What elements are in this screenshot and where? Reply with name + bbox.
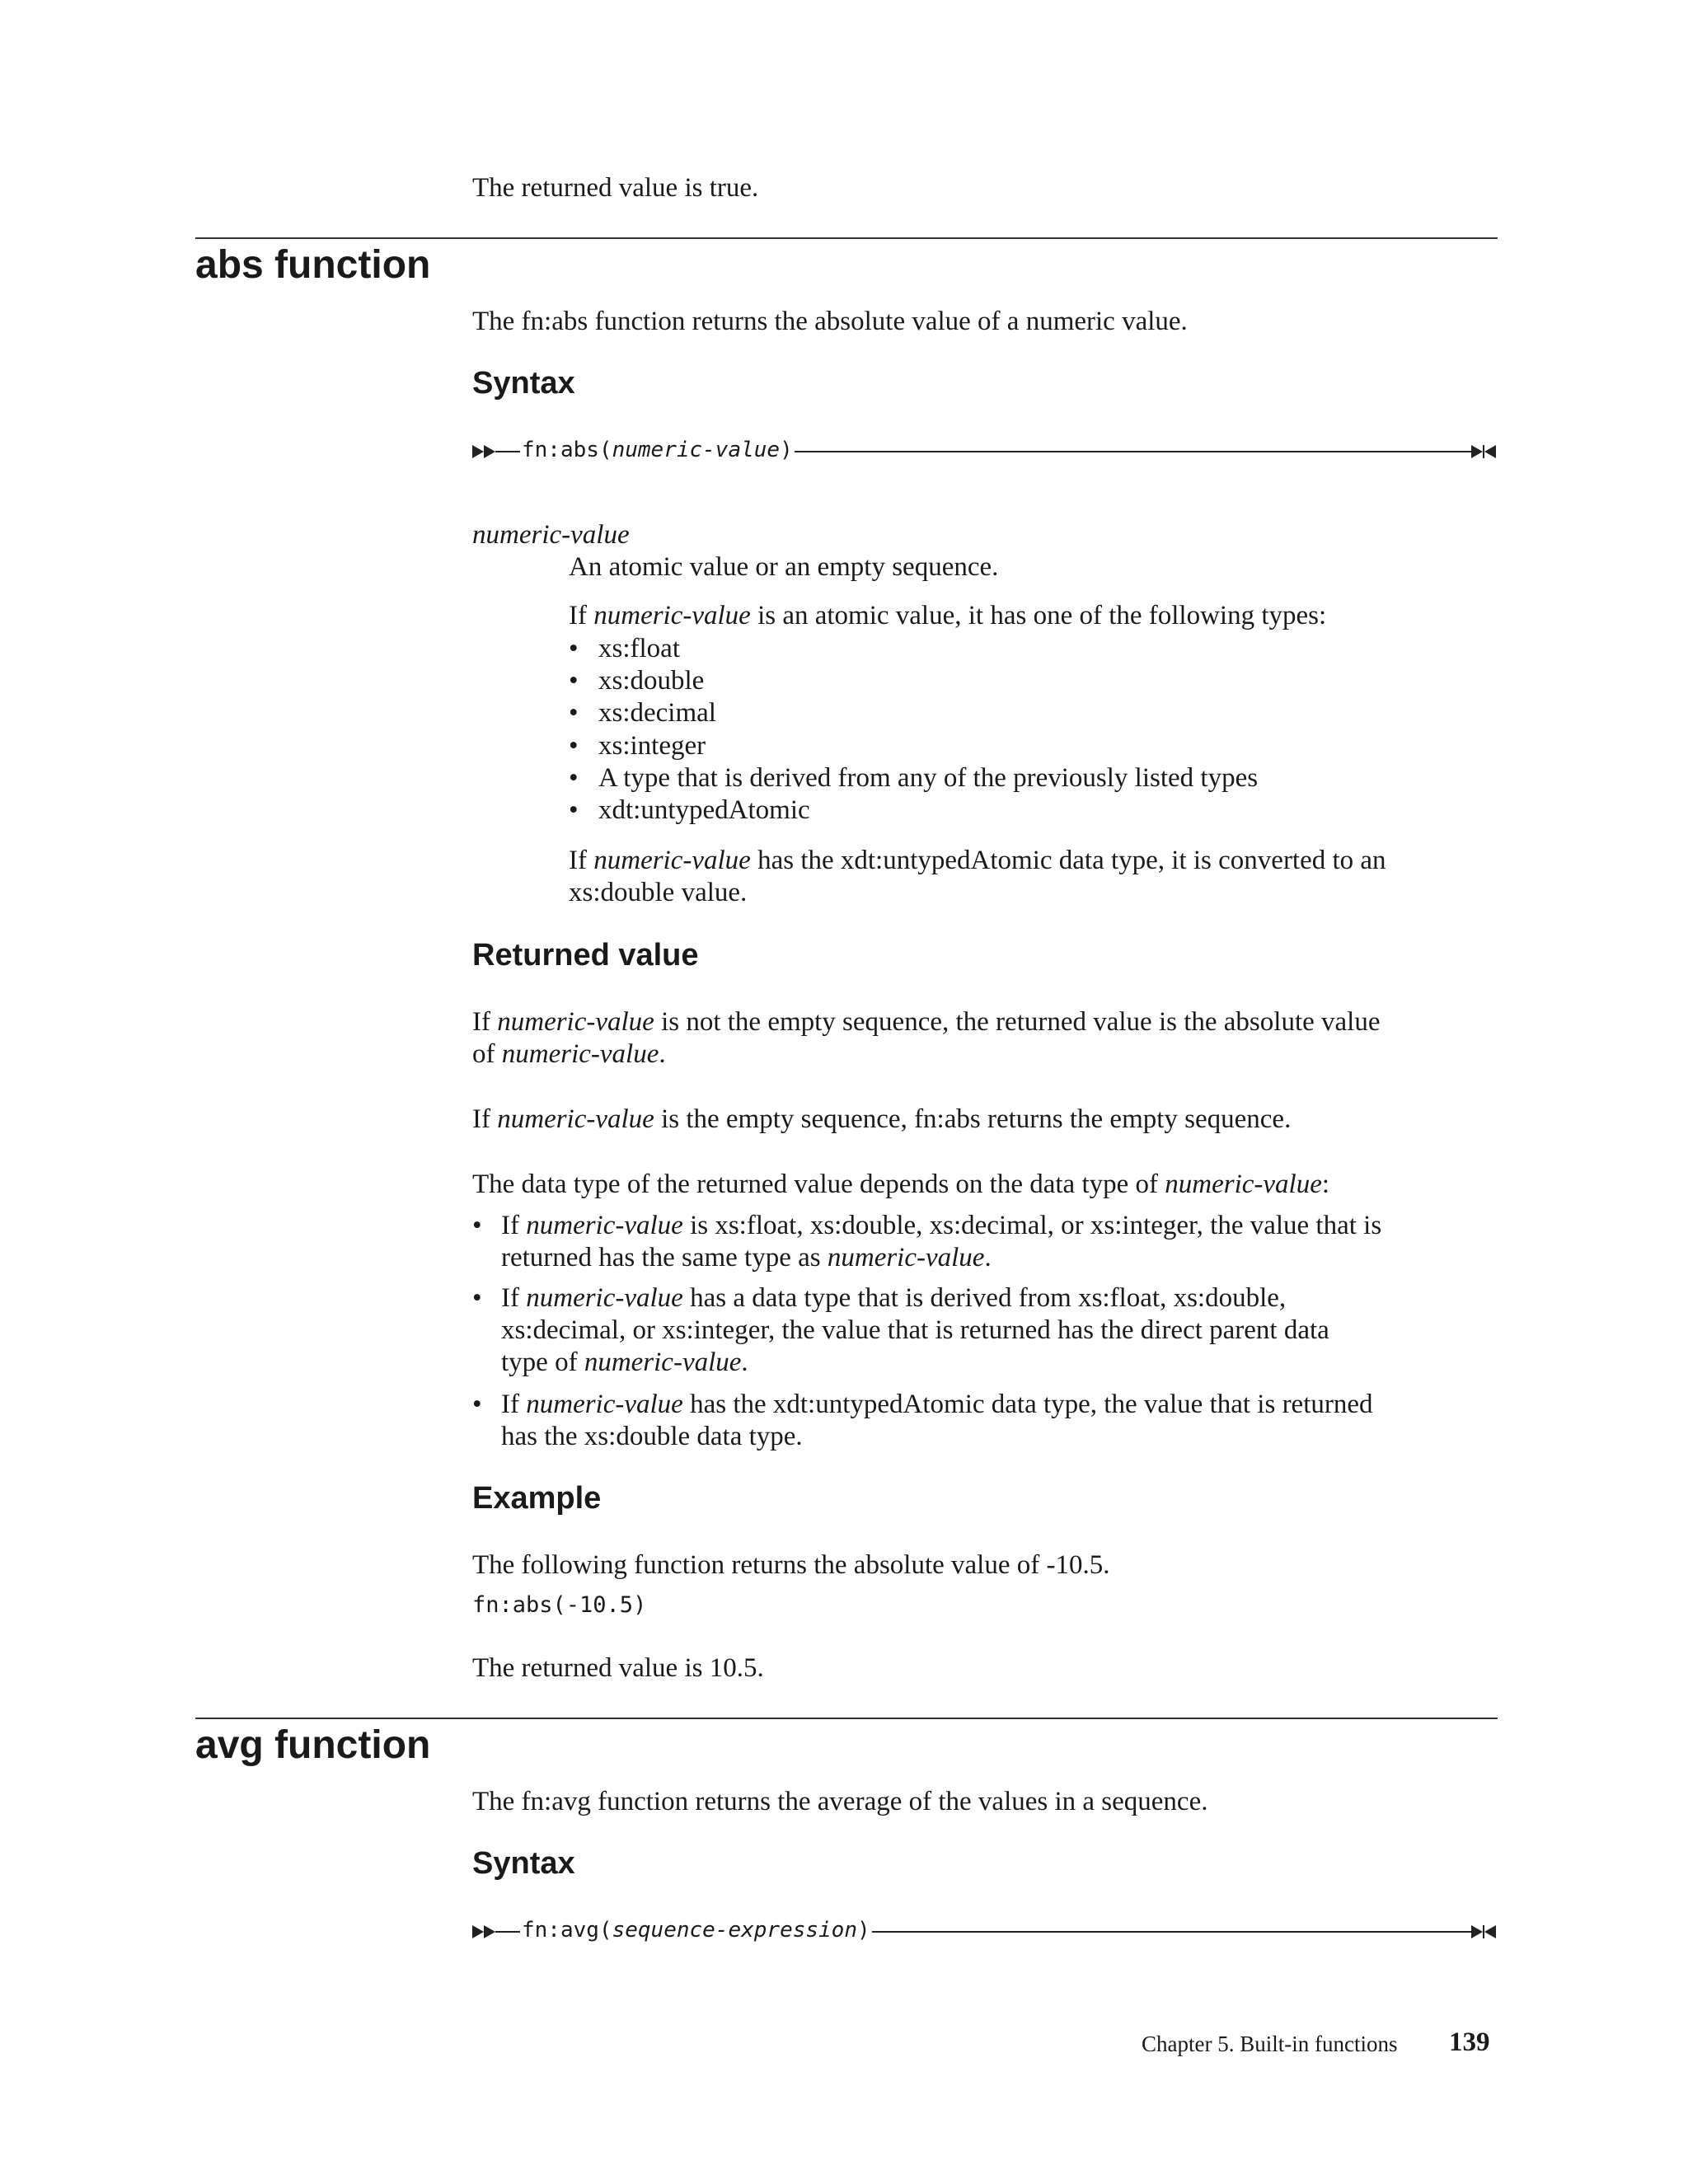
- types-intro: If numeric-value is an atomic value, it has one of the following types:: [569, 601, 1327, 630]
- example-code: fn:abs(-10.5): [472, 1592, 647, 1618]
- returned-p1-line2: of numeric-value.: [472, 1039, 666, 1069]
- syntax-param: numeric-value: [612, 438, 781, 462]
- returned-b1-line1: If numeric-value is xs:float, xs:double, xs:decimal, or xs:integer, the value that is: [501, 1211, 1382, 1240]
- returned-b3-line2: has the xs:double data type.: [501, 1422, 803, 1451]
- param-name: numeric-value: [472, 520, 630, 550]
- avg-syntax-diagram: [472, 1914, 1498, 1947]
- list-item: xdt:untypedAtomic: [598, 795, 810, 825]
- list-item: •: [472, 1211, 482, 1240]
- returned-value-heading: Returned value: [472, 938, 699, 972]
- returned-b1-line2: returned has the same type as numeric-value.: [501, 1243, 992, 1272]
- section-rule-avg: [195, 1718, 1498, 1719]
- list-item: A type that is derived from any of the previously listed types: [598, 763, 1259, 793]
- syntax-end-arrows-icon: [1471, 1924, 1498, 1940]
- intro-line: The returned value is true.: [472, 173, 759, 203]
- list-item: xs:decimal: [598, 698, 716, 728]
- list-item: •: [569, 698, 579, 728]
- example-text: The following function returns the absolute value of -10.5.: [472, 1550, 1110, 1580]
- syntax-param: sequence-expression: [612, 1918, 857, 1943]
- returned-p2: If numeric-value is the empty sequence, fn:abs returns the empty sequence.: [472, 1104, 1292, 1134]
- list-item: •: [569, 666, 579, 696]
- example-result: The returned value is 10.5.: [472, 1653, 764, 1683]
- syntax-end-arrows-icon: [1471, 443, 1498, 460]
- avg-syntax-text: [520, 1914, 872, 1947]
- list-item: •: [472, 1390, 482, 1419]
- page-number: 139: [1449, 2027, 1490, 2057]
- untyped-note-line2: xs:double value.: [569, 878, 748, 907]
- list-item: xs:double: [598, 666, 705, 696]
- syntax-fn-name: fn:avg(: [522, 1918, 612, 1943]
- list-item: xs:float: [598, 634, 680, 663]
- syntax-close-paren: ): [857, 1918, 870, 1943]
- abs-syntax-diagram: [472, 434, 1498, 466]
- list-item: •: [472, 1283, 482, 1313]
- footer-chapter: Chapter 5. Built-in functions: [1142, 2032, 1398, 2056]
- abs-description: The fn:abs function returns the absolute value of a numeric value.: [472, 307, 1188, 336]
- untyped-note-line1: If numeric-value has the xdt:untypedAtomic data type, it is converted to an: [569, 846, 1386, 875]
- returned-b3-line1: If numeric-value has the xdt:untypedAtomic data type, the value that is returned: [501, 1390, 1373, 1419]
- section-rule-abs: [195, 237, 1498, 239]
- abs-heading: abs function: [195, 243, 431, 287]
- list-item: •: [569, 634, 579, 663]
- example-heading: Example: [472, 1481, 602, 1516]
- returned-p3: The data type of the returned value depends on the data type of numeric-value:: [472, 1169, 1330, 1199]
- avg-syntax-heading: Syntax: [472, 1846, 575, 1881]
- avg-heading: avg function: [195, 1723, 431, 1767]
- returned-b2-line3: type of numeric-value.: [501, 1347, 748, 1377]
- list-item: •: [569, 731, 579, 761]
- syntax-close-paren: ): [780, 438, 793, 462]
- param-description: An atomic value or an empty sequence.: [569, 552, 999, 582]
- avg-description: The fn:avg function returns the average of the values in a sequence.: [472, 1787, 1208, 1816]
- list-item: xs:integer: [598, 731, 706, 761]
- returned-p1-line1: If numeric-value is not the empty sequence, the returned value is the absolute value: [472, 1007, 1381, 1037]
- list-item: •: [569, 795, 579, 825]
- list-item: •: [569, 763, 579, 793]
- returned-b2-line1: If numeric-value has a data type that is derived from xs:float, xs:double,: [501, 1283, 1287, 1313]
- returned-b2-line2: xs:decimal, or xs:integer, the value that is returned has the direct parent data: [501, 1315, 1329, 1345]
- abs-syntax-heading: Syntax: [472, 366, 575, 401]
- syntax-fn-name: fn:abs(: [522, 438, 612, 462]
- abs-syntax-text: [520, 434, 795, 466]
